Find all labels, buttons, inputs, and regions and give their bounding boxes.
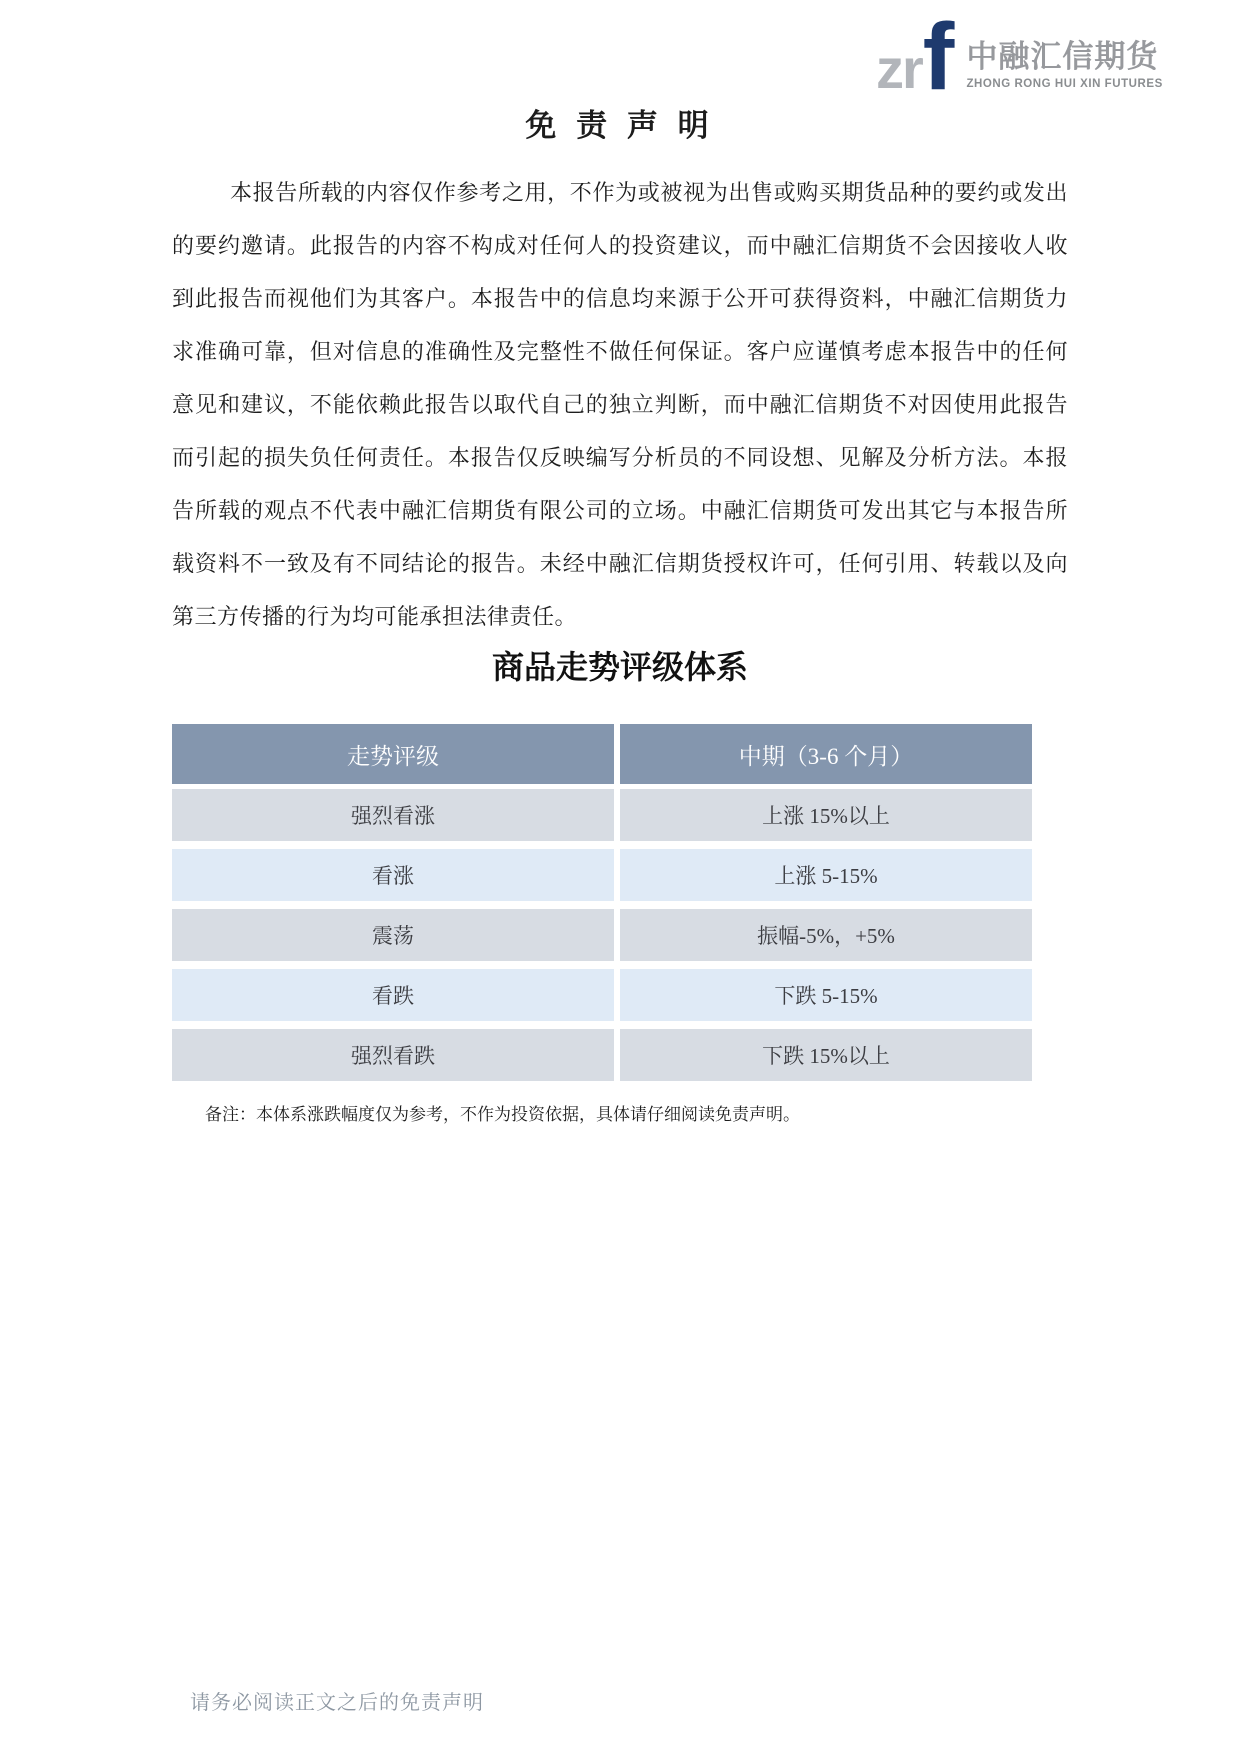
- range-cell: 振幅-5%，+5%: [620, 909, 1032, 961]
- rating-cell: 看涨: [172, 849, 614, 901]
- logo-f-letter: f: [922, 4, 955, 110]
- rating-cell: 强烈看跌: [172, 1029, 614, 1081]
- disclaimer-paragraph: 本报告所载的内容仅作参考之用，不作为或被视为出售或购买期货品种的要约或发出的要约邀请。此报告的内容不构成对任何人的投资建议，而中融汇信期货不会因接收人收到此报告而视他们为其客户。本报告中的信息均来源于公开可获得资料，中融汇信期货力求准确可靠，但对信息的准确性及完整性不做任何保证。客户应谨慎考虑本报告中的任何意见和建议，不能依赖此报告以取代自己的独立判断，而中融汇信期货不对因使用此报告而引起的损失负任何责任。本报告仅反映编写分析员的不同设想、见解及分析方法。本报告所载的观点不代表中融汇信期货有限公司的立场。中融汇信期货可发出其它与本报告所载资料不一致及有不同结论的报告。未经中融汇信期货授权许可，任何引用、转载以及向第三方传播的行为均可能承担法律责任。: [172, 180, 1068, 629]
- logo-zr-letters: zr: [876, 36, 922, 100]
- table-header-rating: 走势评级: [172, 724, 614, 784]
- logo-text-block: [966, 40, 1162, 90]
- section-title: 商品走势评级体系: [491, 649, 748, 685]
- table-header-row: [172, 724, 1032, 784]
- table-row: [172, 1029, 1032, 1081]
- table-header-period: 中期（3-6 个月）: [620, 724, 1032, 784]
- rating-cell: 强烈看涨: [172, 789, 614, 841]
- company-name-cn: 中融汇信期货: [966, 39, 1159, 75]
- logo-mark-icon: [876, 4, 955, 110]
- table-body: [172, 789, 1032, 1081]
- rating-cell: 看跌: [172, 969, 614, 1021]
- range-cell: 上涨 15%以上: [620, 789, 1032, 841]
- range-cell: 上涨 5-15%: [620, 849, 1032, 901]
- range-cell: 下跌 5-15%: [620, 969, 1032, 1021]
- range-cell: 下跌 15%以上: [620, 1029, 1032, 1081]
- table-row: [172, 909, 1032, 961]
- footer-disclaimer: 请务必阅读正文之后的免责声明: [190, 1692, 484, 1714]
- table-row: [172, 849, 1032, 901]
- rating-table: [172, 724, 1032, 1089]
- rating-cell: 震荡: [172, 909, 614, 961]
- table-row: [172, 969, 1032, 1021]
- company-logo: [876, 4, 1163, 110]
- page-title: 免 责 声 明: [525, 108, 715, 143]
- table-row: [172, 789, 1032, 841]
- company-name-en: ZHONG RONG HUI XIN FUTURES: [966, 77, 1163, 90]
- table-note: 备注：本体系涨跌幅度仅为参考，不作为投资依据，具体请仔细阅读免责声明。: [205, 1105, 800, 1124]
